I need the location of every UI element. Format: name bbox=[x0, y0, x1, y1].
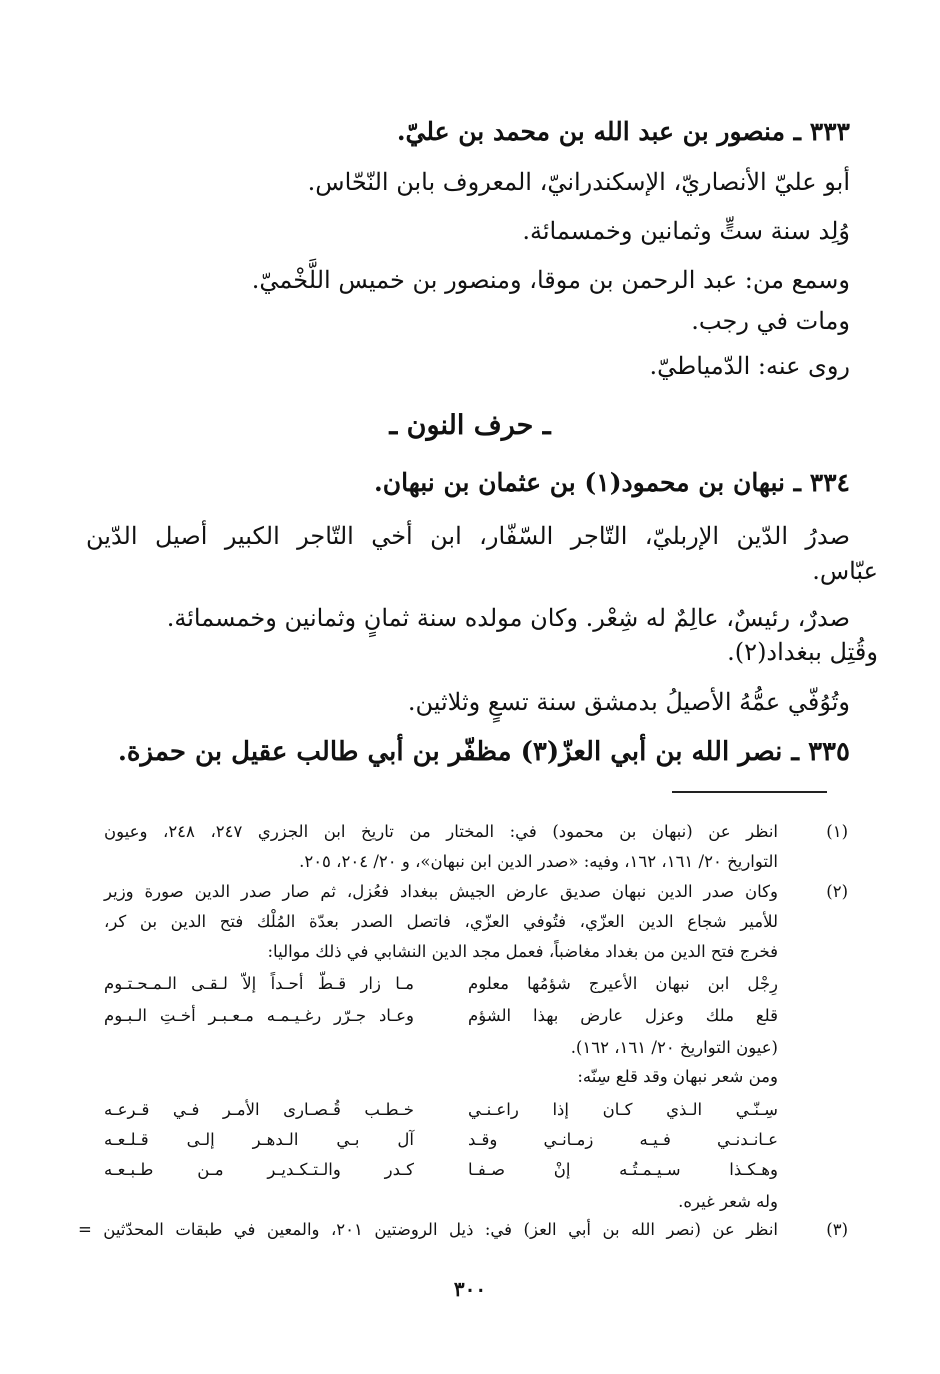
poem-hemistich: آل بـي الـدهـر إلـى قـلـعـه bbox=[104, 1130, 414, 1149]
footnote-number: (٣) bbox=[826, 1220, 848, 1239]
poem-hemistich: رِجْل ابن نبهان الأعيرج شؤمُها معلوم bbox=[468, 974, 778, 993]
poem-hemistich: سِـنّـي الـذي كـان إذا راعـنـي bbox=[468, 1100, 778, 1119]
footnote-line: فخرج فتح الدين من بغداد مغاضباً، فعمل مجد الدين النشابي في ذلك مواليا: bbox=[267, 942, 778, 961]
footnote-line: التواريخ ٢٠/ ١٦١، ١٦٢، وفيه: «صدر الدين ابن نبهان»، و ٢٠/ ٢٠٤، ٢٠٥. bbox=[299, 852, 778, 871]
poem-hemistich: عـانـدنـي فـيـه زمـانـي وقـد bbox=[468, 1130, 778, 1149]
footnote-line: وله شعر غيره. bbox=[678, 1192, 778, 1211]
footnote-line: انظر عن (نبهان بن محمود) في: المختار من تاريخ ابن الجزري ٢٤٧، ٢٤٨، وعيون bbox=[104, 822, 778, 841]
entry-334-line: صدرُ الدّين الإربليّ، التّاجر السّفّار، ابن أخي التّاجر الكبير أصيل الدّين bbox=[86, 522, 850, 550]
footnote-divider bbox=[672, 791, 827, 793]
entry-333-line: أبو عليّ الأنصاريّ، الإسكندرانيّ، المعروف بابن النّحّاس. bbox=[307, 168, 850, 196]
footnote-line: ومن شعر نبهان وقد قلع سِنّه: bbox=[577, 1067, 778, 1086]
entry-334-line: وقُتِل ببغداد(٢). bbox=[727, 638, 878, 666]
poem-hemistich: مـا زار قـطّ أحـداً إلاّ لـقـى الـمـحـتـوم bbox=[104, 974, 414, 993]
section-title: ـ حرف النون ـ bbox=[389, 410, 551, 441]
poem-hemistich: وهـكـذا سـيـمـتُـه إنْ صـفـا bbox=[468, 1160, 778, 1179]
footnote-line: (عيون التواريخ ٢٠/ ١٦١، ١٦٢). bbox=[570, 1038, 778, 1057]
footnote-number: (٢) bbox=[826, 882, 848, 901]
poem-hemistich: قلع ملك وعزل عارض بهذا الشؤم bbox=[468, 1006, 778, 1025]
footnote-line: وكان صدر الدين نبهان صديق عارض الجيش ببغداد فعُزل، ثم صار صدر الدين صورة وزير bbox=[104, 882, 778, 901]
entry-335-heading: ٣٣٥ ـ نصر الله بن أبي العزّ(٣) مظفّر بن أبي طالب عقيل بن حمزة. bbox=[117, 737, 850, 767]
footnote-line: انظر عن (نصر الله بن أبي العز) في: ذيل الروضتين ٢٠١، والمعين في طبقات المحدّثين = bbox=[78, 1220, 779, 1239]
poem-hemistich: وعـاد جـرّر رغـيـمـه مـعـبـر أخـتِ الـبـوم bbox=[104, 1006, 414, 1025]
footnote-line: للأمير شجاع الدين العزّي، فتُوفي العزّي، فاتصل الصدر بعدّة المُلْك فتح الدين بن كر، bbox=[104, 912, 778, 931]
footnote-number: (١) bbox=[826, 822, 848, 841]
entry-334-line: عبّاس. bbox=[812, 557, 878, 585]
entry-333-line: وُلِد سنة ستٍّ وثمانين وخمسمائة. bbox=[522, 217, 850, 245]
entry-334-line: صدرٌ، رئيسٌ، عالِمٌ له شِعْر. وكان مولده سنة ثمانٍ وثمانين وخمسمائة. bbox=[166, 604, 850, 632]
entry-333-line: وسمع من: عبد الرحمن بن موقا، ومنصور بن خميس اللَّخْميّ. bbox=[251, 266, 850, 294]
entry-333-line: روى عنه: الدّمياطيّ. bbox=[649, 352, 850, 380]
entry-333-heading: ٣٣٣ ـ منصور بن عبد الله بن محمد بن عليّ. bbox=[396, 117, 850, 146]
entry-334-line: وتُوُفّي عمُّهُ الأصيلُ بدمشق سنة تسعٍ وثلاثين. bbox=[407, 688, 850, 716]
poem-hemistich: كـدر والـتـكـديـر مـن طـبـعـه bbox=[104, 1160, 414, 1179]
entry-333-line: ومات في رجب. bbox=[691, 307, 850, 335]
entry-334-heading: ٣٣٤ ـ نبهان بن محمود(١) بن عثمان بن نبهان. bbox=[374, 468, 850, 497]
page-number: ٣٠٠ bbox=[453, 1277, 487, 1301]
poem-hemistich: خـطـب قُـصـارى الأمـر فـي قـرعـه bbox=[104, 1100, 414, 1119]
